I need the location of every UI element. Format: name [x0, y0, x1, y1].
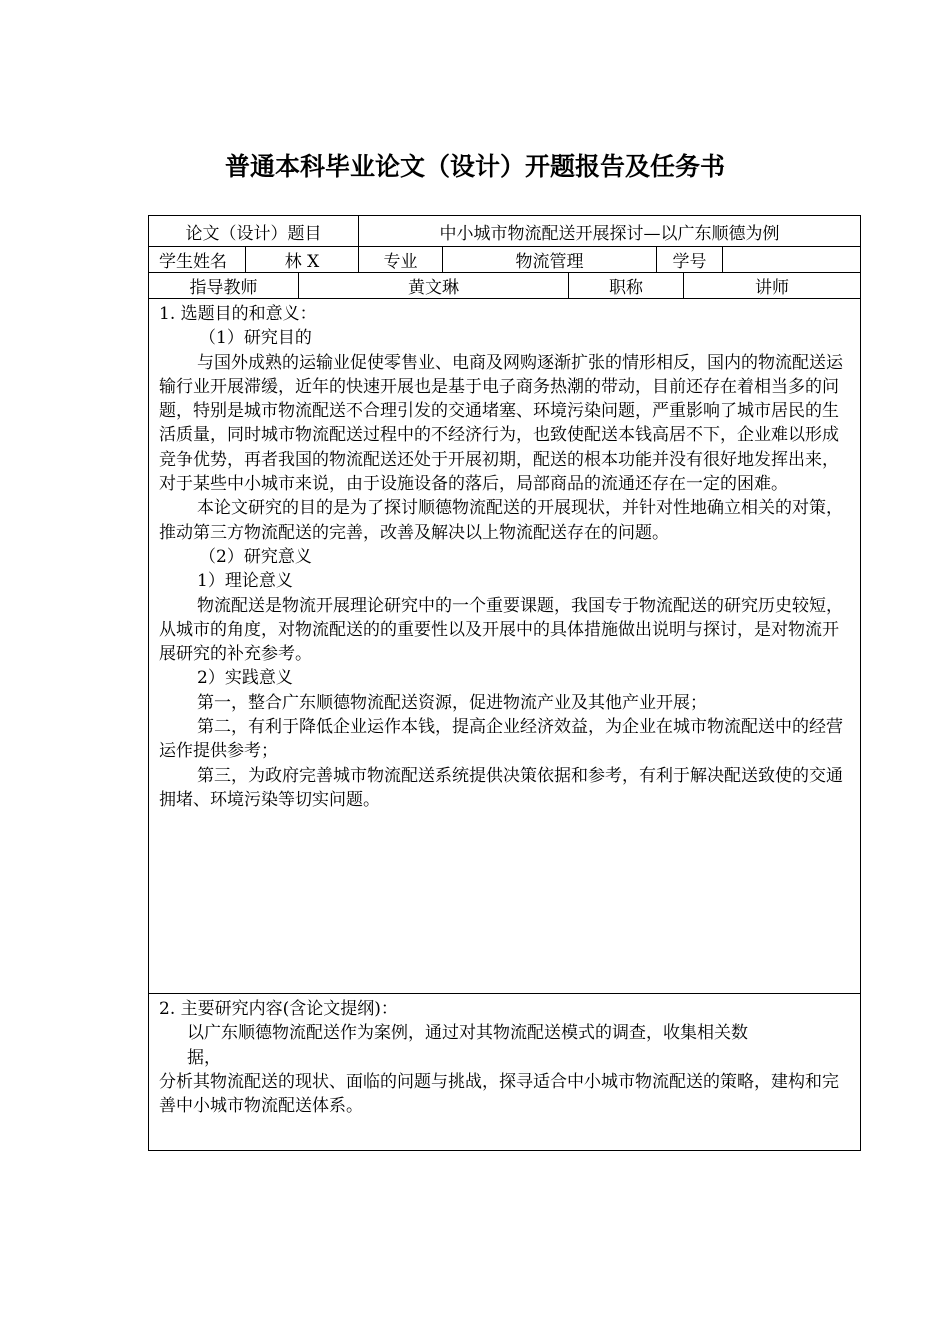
id-value: [723, 247, 860, 272]
section2-row: [149, 994, 860, 1150]
report-form: [148, 215, 861, 1151]
section1-para2: 本论文研究的目的是为了探讨顺德物流配送的开展现状，并针对性地确立相关的对策，推动第三方物流配送的完善，改善及解决以上物流配送存在的问题。: [159, 498, 843, 543]
section1-para6: 第三，为政府完善城市物流配送系统提供决策依据和参考，有利于解决配送致使的交通拥堵、环境污染等切实问题。: [159, 765, 843, 810]
page-title: 普通本科毕业论文（设计）开题报告及任务书: [224, 152, 725, 181]
section1-sub1: （1）研究目的: [199, 328, 312, 349]
section2-line2: 据，: [187, 1047, 221, 1068]
major-value: 物流管理: [443, 247, 657, 272]
section2-heading: 2. 主要研究内容(含论文提纲)：: [159, 999, 398, 1019]
section1-sub2: （2）研究意义: [199, 546, 312, 567]
rank-value: 讲师: [755, 278, 789, 298]
section2: [149, 994, 860, 1150]
topic-value: 中小城市物流配送开展探讨—以广东顺德为例: [439, 223, 780, 244]
rank-label: 职称: [569, 273, 684, 298]
section2-line1: 以广东顺德物流配送作为案例，通过对其物流配送模式的调查，收集相关数: [187, 1023, 748, 1044]
advisor-value: 黄文琳: [299, 273, 569, 298]
section1-row: [149, 299, 860, 994]
section1-para3: 物流配送是物流开展理论研究中的一个重要课题，我国专于物流配送的研究历史较短，从城市的角度，对物流配送的的重要性以及开展中的具体措施做出说明与探讨，是对物流开展研究的补充参考。: [159, 595, 843, 665]
advisor-row: [149, 273, 860, 299]
topic-label: 论文（设计）题目: [149, 216, 359, 246]
section1-para4: 第一，整合广东顺德物流配送资源，促进物流产业及其他产业开展；: [197, 692, 707, 713]
student-value: 林 X: [246, 247, 359, 272]
section1: [149, 299, 860, 993]
section1-para1: 与国外成熟的运输业促使零售业、电商及网购逐渐扩张的情形相反，国内的物流配送运输行业开展滞缓，近年的快速开展也是基于电子商务热潮的带动，目前还存在着相当多的问题，特别是城市物流配送不合理引发的交通堵塞、环境污染问题，严重影响了城市居民的生活质量，同时城市物流配送过程中的不经济行为，也致使配送本钱高居不下，企业难以形成竞争优势，再者我国的物流配送还处于开展初期，配送的根本功能并没有很好地发挥出来，对于某些中小城市来说，由于设施设备的落后，局部商品的流通还存在一定的困难。: [159, 352, 843, 495]
id-label: 学号: [657, 247, 723, 272]
section1-heading: 1. 选题目的和意义：: [159, 304, 317, 324]
topic-row: [149, 216, 860, 247]
student-label: 学生姓名: [149, 247, 246, 272]
major-label: 专业: [359, 247, 443, 272]
section1-para5: 第二，有利于降低企业运作本钱，提高企业经济效益，为企业在城市物流配送中的经营运作提供参考；: [159, 717, 843, 762]
student-row: [149, 247, 860, 273]
section1-sub2b: 2）实践意义: [197, 668, 293, 689]
section1-sub2a: 1）理论意义: [197, 571, 293, 592]
advisor-label: 指导教师: [149, 273, 299, 298]
section2-line3: 分析其物流配送的现状、面临的问题与挑战，探寻适合中小城市物流配送的策略，建构和完善中小城市物流配送体系。: [159, 1071, 839, 1117]
